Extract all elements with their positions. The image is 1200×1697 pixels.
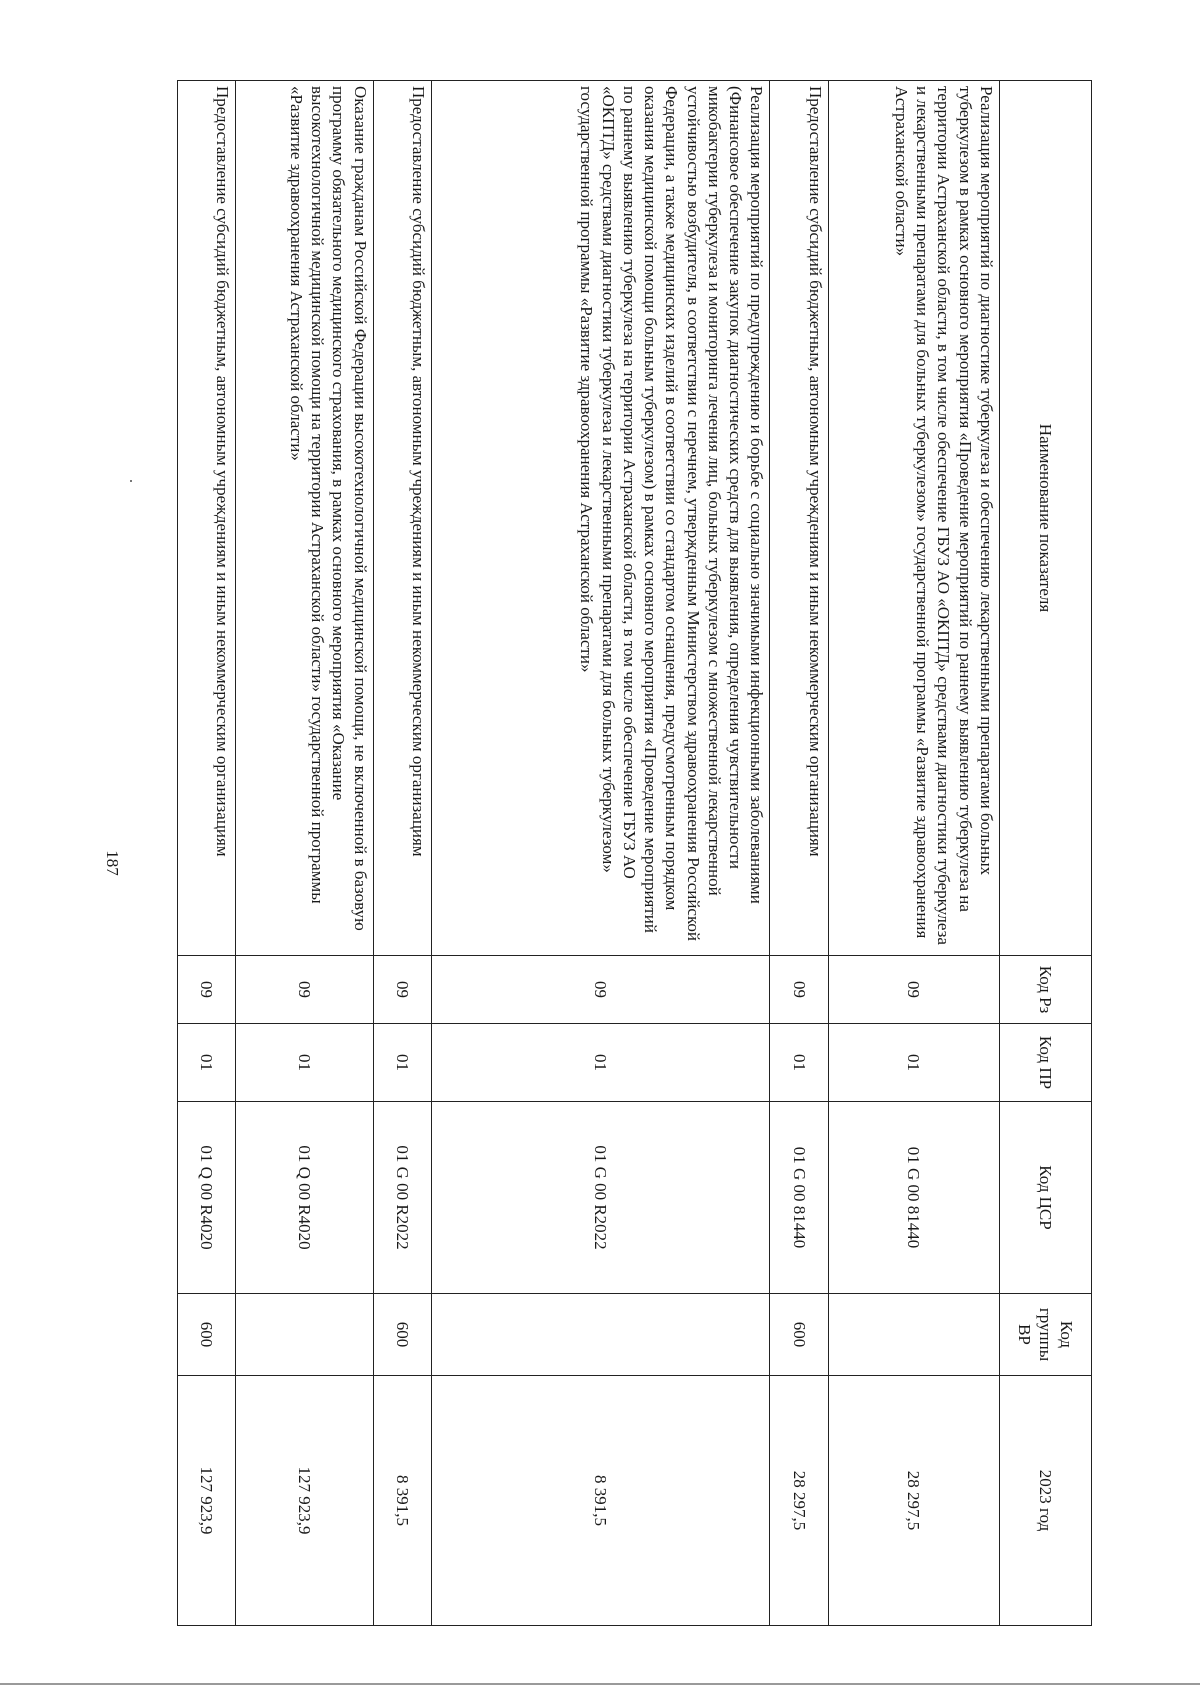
- cell-name: Предоставление субсидий бюджетным, автономным учреждениям и иным некоммерческим организациям: [178, 81, 236, 956]
- cell-name: Предоставление субсидий бюджетным, автономным учреждениям и иным некоммерческим организациям: [770, 81, 828, 956]
- cell-pr: 01: [828, 1024, 999, 1102]
- page-number-text: 187: [103, 850, 122, 876]
- cell-year: 127 923,9: [178, 1376, 236, 1626]
- cell-name: Реализация мероприятий по предупреждению и борьбе с социально значимыми инфекционными заболеваниями (Финансовое обеспечение закупок диагностических средств для выявления, определения чувствительности микобактерии туберкулеза и мониторинга лечения лиц, больных туберкулезом с множественной лекарственной устойчивостью возбудителя, в соответствии с перечнем, утвержденным Министерством здравоохранения Российской Федерации, а также медицинских изделий в соответствии со стандартом оснащения, предусмотренным порядком оказания медицинской помощи больным туберкулезом) в рамках основного мероприятия «Проведение мероприятий по раннему выявлению туберкулеза на территории Астраханской области, в том числе обеспечение ГБУЗ АО «ОКПТД» средствами диагностики туберкулеза и лекарственными препаратами для больных туберкулезом» государственной программы «Развитие здравоохранения Астраханской области»: [431, 81, 770, 956]
- cell-csr: 01 Q 00 R4020: [236, 1102, 374, 1294]
- table-row: [236, 81, 374, 1626]
- header-pr: Код ПР: [1000, 1024, 1092, 1102]
- cell-year: 28 297,5: [828, 1376, 999, 1626]
- header-year: 2023 год: [1000, 1376, 1092, 1626]
- cell-csr: 01 Q 00 R4020: [178, 1102, 236, 1294]
- cell-csr: 01 G 00 81440: [828, 1102, 999, 1294]
- cell-name: Реализация мероприятий по диагностике туберкулеза и обеспечению лекарственными препаратами больных туберкулезом в рамках основного мероприятия «Проведение мероприятий по раннему выявлению туберкулеза на территории Астраханской области, в том числе обеспечение ГБУЗ АО «ОКПТД» средствами диагностики туберкулеза и лекарственными препаратами для больных туберкулезом» государственной программы «Развитие здравоохранения Астраханской области»: [828, 81, 999, 956]
- cell-vr: 600: [178, 1294, 236, 1376]
- cell-pr: 01: [770, 1024, 828, 1102]
- cell-rz: 09: [770, 956, 828, 1024]
- cell-pr: 01: [431, 1024, 770, 1102]
- page-number: [92, 843, 132, 883]
- table-row: [373, 81, 431, 1626]
- table-row: [828, 81, 999, 1626]
- table-row: [178, 81, 236, 1626]
- cell-year: 8 391,5: [431, 1376, 770, 1626]
- cell-rz: 09: [178, 956, 236, 1024]
- budget-table: [177, 80, 1092, 1626]
- cell-pr: 01: [373, 1024, 431, 1102]
- table-header-row: [1000, 81, 1092, 1626]
- header-rz: Код Рз: [1000, 956, 1092, 1024]
- header-name: Наименование показателя: [1000, 81, 1092, 956]
- cell-rz: 09: [431, 956, 770, 1024]
- cell-vr: [431, 1294, 770, 1376]
- cell-vr: 600: [373, 1294, 431, 1376]
- scan-speck: [130, 480, 132, 482]
- scan-edge-line: [0, 1683, 1200, 1685]
- table-row: [770, 81, 828, 1626]
- cell-year: 8 391,5: [373, 1376, 431, 1626]
- cell-vr: 600: [770, 1294, 828, 1376]
- cell-name: Предоставление субсидий бюджетным, автономным учреждениям и иным некоммерческим организациям: [373, 81, 431, 956]
- cell-csr: 01 G 00 81440: [770, 1102, 828, 1294]
- cell-rz: 09: [828, 956, 999, 1024]
- cell-name: Оказание гражданам Российской Федерации высокотехнологичной медицинской помощи, не включенной в базовую программу обязательного медицинского страхования, в рамках основного мероприятия «Оказание высокотехнологичной медицинской помощи на территории Астраханской области» государственной программы «Развитие здравоохранения Астраханской области»: [236, 81, 374, 956]
- cell-vr: [236, 1294, 374, 1376]
- cell-vr: [828, 1294, 999, 1376]
- header-vr: Код группы ВР: [1000, 1294, 1092, 1376]
- header-csr: Код ЦСР: [1000, 1102, 1092, 1294]
- cell-pr: 01: [236, 1024, 374, 1102]
- cell-rz: 09: [373, 956, 431, 1024]
- table-row: [431, 81, 770, 1626]
- cell-pr: 01: [178, 1024, 236, 1102]
- cell-csr: 01 G 00 R2022: [431, 1102, 770, 1294]
- cell-year: 28 297,5: [770, 1376, 828, 1626]
- cell-year: 127 923,9: [236, 1376, 374, 1626]
- cell-rz: 09: [236, 956, 374, 1024]
- cell-csr: 01 G 00 R2022: [373, 1102, 431, 1294]
- budget-table-container: [177, 80, 1092, 1625]
